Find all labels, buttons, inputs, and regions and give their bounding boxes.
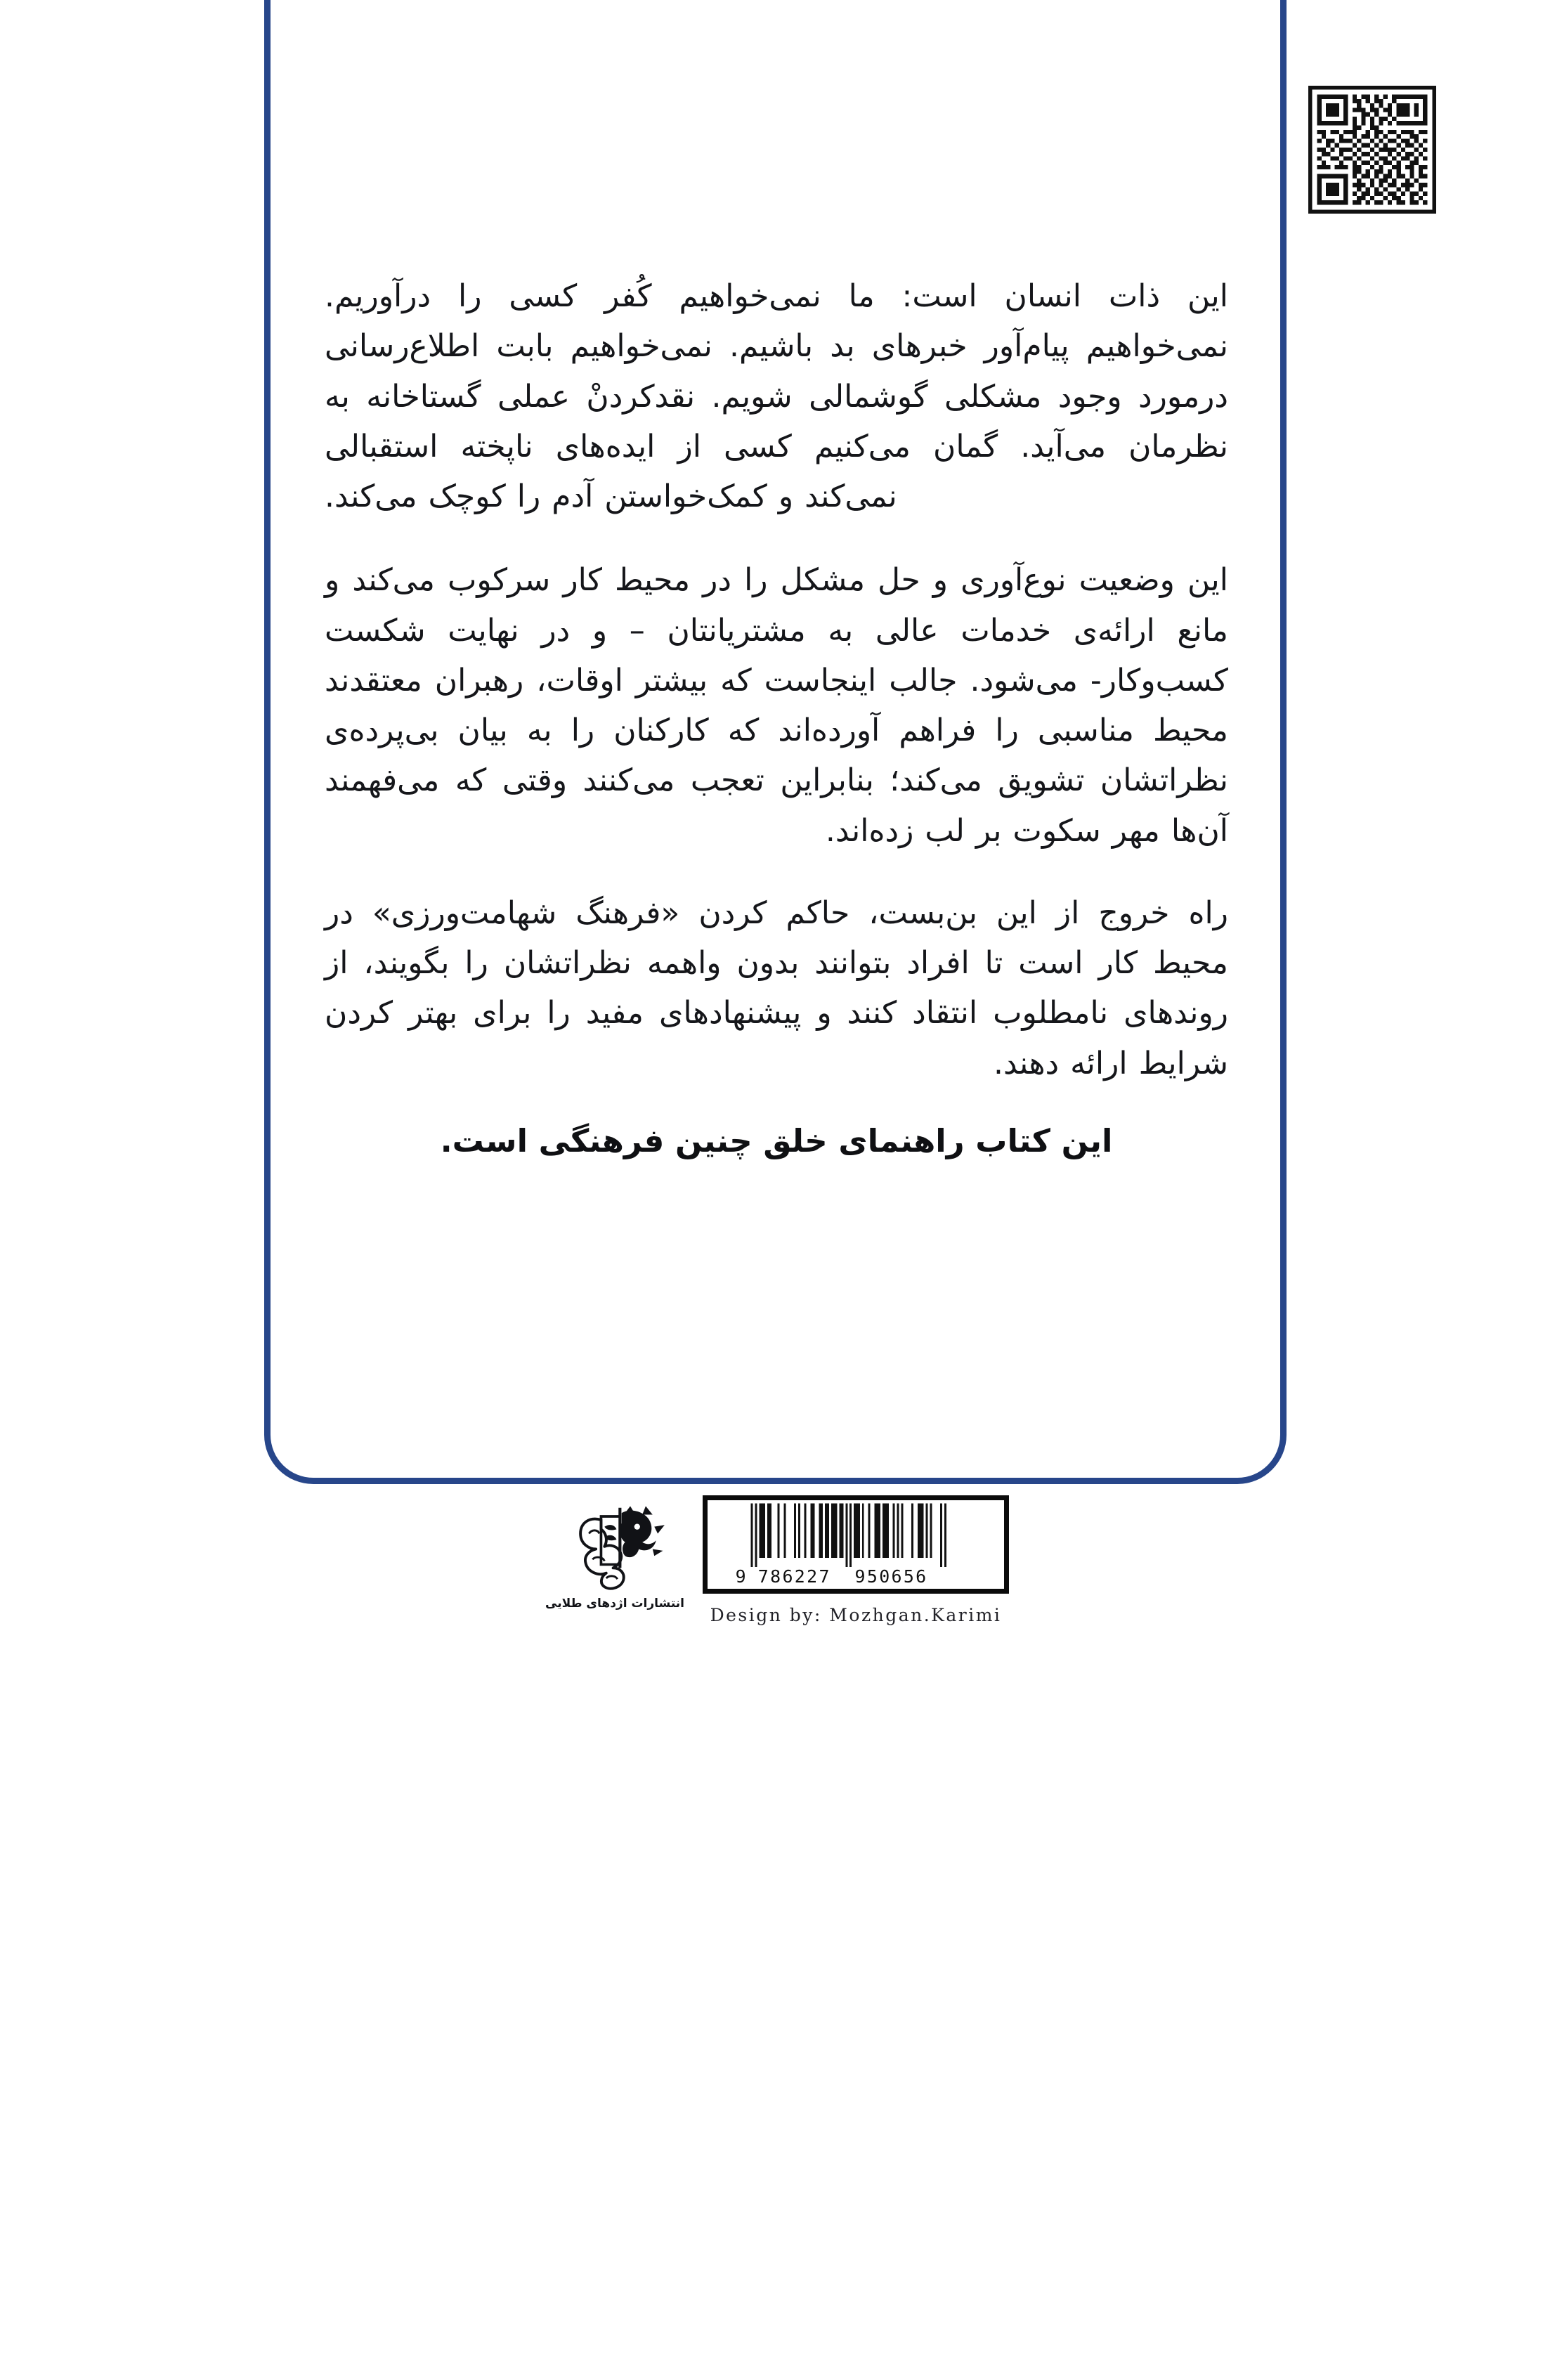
paragraph-3: راه خروج از این بن‌بست، حاکم کردن «فرهنگ شهامت‌ورزی» در محیط کار است تا افراد بتوانند بدون واهمه نظراتشان را بگویند، از روندهای نامطلوب انتقاد کنند و پیشنهادهای مفید را برای بهتر کردن شرایط ارائه دهند.: [325, 895, 1228, 1081]
dragon-logo-icon: [562, 1501, 667, 1594]
publisher-name: انتشارات اژدهای طلایی: [545, 1597, 684, 1611]
qr-code-icon: [1308, 86, 1436, 214]
ean13-barcode: [703, 1495, 1009, 1594]
paragraph-1: این ذات انسان است: ما نمی‌خواهیم کُفر کسی را درآوریم. نمی‌خواهیم پیام‌آور خبرهای بد باشیم. نمی‌خواهیم بابت اطلاع‌رسانی درمورد وجود مشکلی گوشمالی شویم. نقدکردنْ عملی گستاخانه به نظرمان می‌آید. گمان می‌کنیم کسی از ایده‌های ناپخته استقبالی نمی‌کند و کمک‌خواستن آدم را کوچک می‌کند.: [325, 278, 1228, 515]
footer: [0, 1495, 1550, 1678]
tagline: این کتاب راهنمای خلق چنین فرهنگی است.: [440, 1121, 1113, 1159]
svg-text:950656: 950656: [854, 1566, 928, 1587]
design-credit: Design by: Mozhgan.Karimi: [710, 1605, 1002, 1625]
svg-text:9: 9: [735, 1566, 746, 1587]
publisher-logo: [541, 1501, 689, 1611]
barcode-block: [703, 1495, 1009, 1625]
svg-text:786227: 786227: [757, 1566, 831, 1587]
back-cover-copy: [325, 271, 1228, 1166]
paragraph-2: این وضعیت نوع‌آوری و حل مشکل را در محیط کار سرکوب می‌کند و مانع ارائه‌ی خدمات عالی به مشتریانتان – و در نهایت شکست کسب‌وکار- می‌شود. جالب اینجاست که بیشتر اوقات، رهبران معتقدند محیط مناسبی را فراهم آورده‌اند که کارکنان را به بیان بی‌پرده‌ی نظراتشان تشویق می‌کند؛ بنابراین تعجب می‌کنند وقتی که می‌فهمند آن‌ها مهر سکوت بر لب زده‌اند.: [325, 562, 1228, 849]
